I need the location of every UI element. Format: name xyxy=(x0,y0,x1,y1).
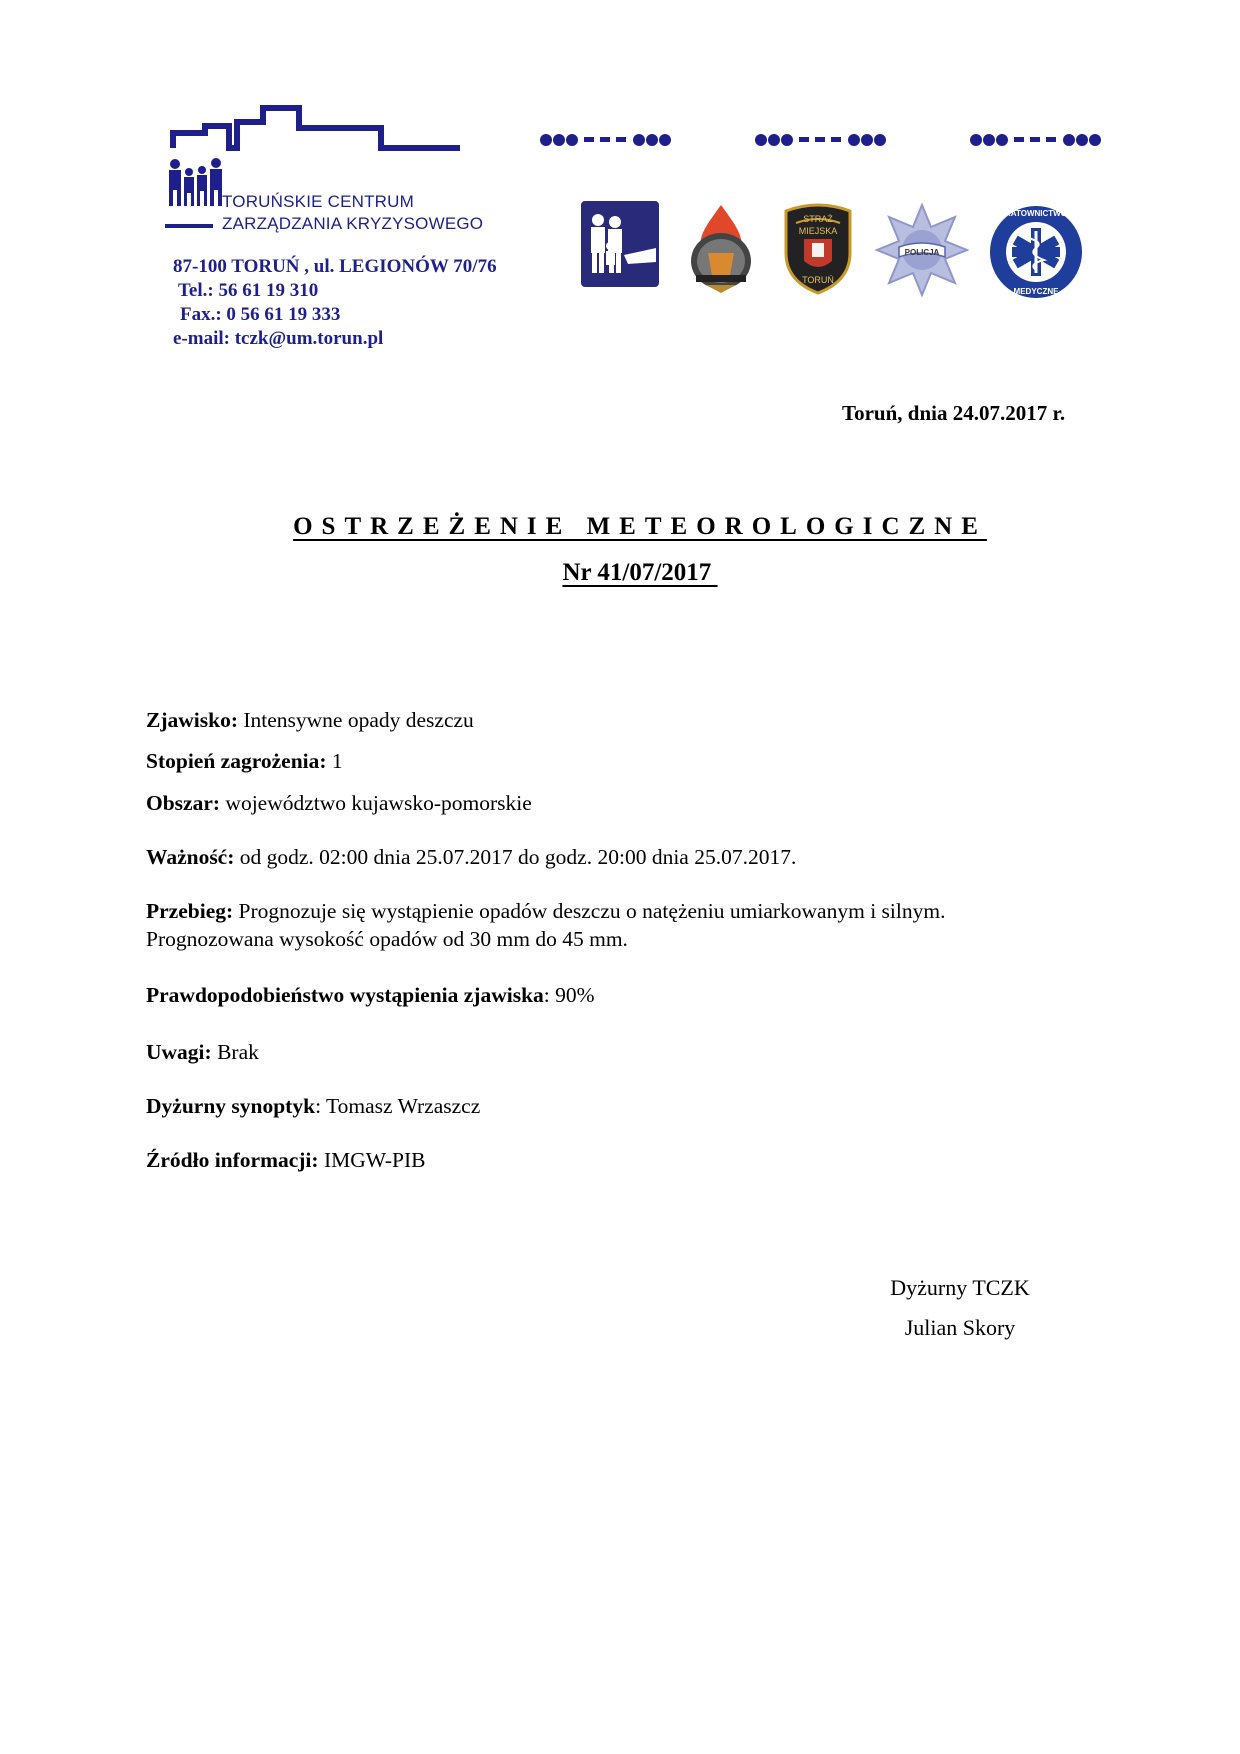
field-phenomenon-label: Zjawisko: xyxy=(146,708,238,732)
police-logo xyxy=(875,203,969,302)
field-area-value: województwo kujawsko-pomorskie xyxy=(220,791,532,815)
svg-text:POLICJA: POLICJA xyxy=(904,248,940,257)
field-probability-label: Prawdopodobieństwo wystąpienia zjawiska xyxy=(146,983,544,1007)
svg-text:TORUŃ: TORUŃ xyxy=(802,275,834,285)
field-remarks xyxy=(146,1038,259,1066)
field-area-label: Obszar: xyxy=(146,791,221,815)
document-date: Toruń, dnia 24.07.2017 r. xyxy=(842,401,1066,425)
svg-text:RATOWNICTWO: RATOWNICTWO xyxy=(1005,209,1067,218)
medical-rescue-logo xyxy=(988,204,1084,305)
svg-text:MEDYCZNE: MEDYCZNE xyxy=(1013,287,1059,296)
fire-service-logo xyxy=(686,203,756,298)
family-help-icon xyxy=(580,200,660,288)
warning-number: Nr 41/07/2017 xyxy=(562,559,718,586)
document-title: OSTRZEŻENIE METEOROLOGICZNE xyxy=(293,513,987,540)
city-guard-badge xyxy=(782,203,854,295)
police-star-badge xyxy=(875,203,969,297)
field-source-value: IMGW-PIB xyxy=(318,1148,426,1172)
org-address: 87-100 TORUŃ , ul. LEGIONÓW 70/76 xyxy=(173,256,497,277)
svg-text:MIEJSKA: MIEJSKA xyxy=(798,226,838,236)
field-course-label: Przebieg: xyxy=(146,899,234,923)
field-course xyxy=(146,897,945,953)
header-dots-decoration xyxy=(538,132,1138,152)
field-forecaster-value: : Tomasz Wrzaszcz xyxy=(315,1094,481,1118)
org-fax: Fax.: 0 56 61 19 333 xyxy=(180,304,341,325)
signature-role: Dyżurny TCZK xyxy=(890,1275,1030,1300)
org-name-line2: ZARZĄDZANIA KRYZYSOWEGO xyxy=(222,214,484,233)
field-validity-value: od godz. 02:00 dnia 25.07.2017 do godz. 20:00 dnia 25.07.2017. xyxy=(234,845,797,869)
field-remarks-value: Brak xyxy=(211,1040,259,1064)
signature-block xyxy=(850,1268,1070,1348)
org-email: e-mail: tczk@um.torun.pl xyxy=(173,328,384,349)
field-course-value-line2: Prognozowana wysokość opadów od 30 mm do 45 mm. xyxy=(146,927,628,951)
field-threat-level xyxy=(146,747,343,775)
field-probability-value: : 90% xyxy=(543,983,595,1007)
field-source xyxy=(146,1146,425,1174)
field-course-value-line1: Prognozuje się wystąpienie opadów deszczu o natężeniu umiarkowanym i silnym. xyxy=(233,899,946,923)
fire-service-emblem xyxy=(686,203,756,293)
city-guard-logo xyxy=(782,203,854,300)
field-area xyxy=(146,789,532,817)
field-probability xyxy=(146,981,595,1009)
field-forecaster xyxy=(146,1092,480,1120)
field-phenomenon-value: Intensywne opady deszczu xyxy=(237,708,474,732)
org-phone: Tel.: 56 61 19 310 xyxy=(178,280,319,301)
field-threat-level-label: Stopień zagrożenia: xyxy=(146,749,327,773)
org-name-line1: TORUŃSKIE CENTRUM xyxy=(222,192,414,211)
family-figures-icon xyxy=(169,158,222,206)
field-threat-level-value: 1 xyxy=(326,749,343,773)
svg-text:STRAŻ: STRAŻ xyxy=(803,214,833,224)
medical-rescue-emblem xyxy=(988,204,1084,300)
field-source-label: Źródło informacji: xyxy=(146,1148,319,1172)
signature-name: Julian Skory xyxy=(904,1315,1016,1340)
field-phenomenon xyxy=(146,706,474,734)
field-forecaster-label: Dyżurny synoptyk xyxy=(146,1094,316,1118)
family-help-logo xyxy=(580,200,660,293)
field-validity xyxy=(146,843,796,871)
field-remarks-label: Uwagi: xyxy=(146,1040,212,1064)
field-validity-label: Ważność: xyxy=(146,845,235,869)
